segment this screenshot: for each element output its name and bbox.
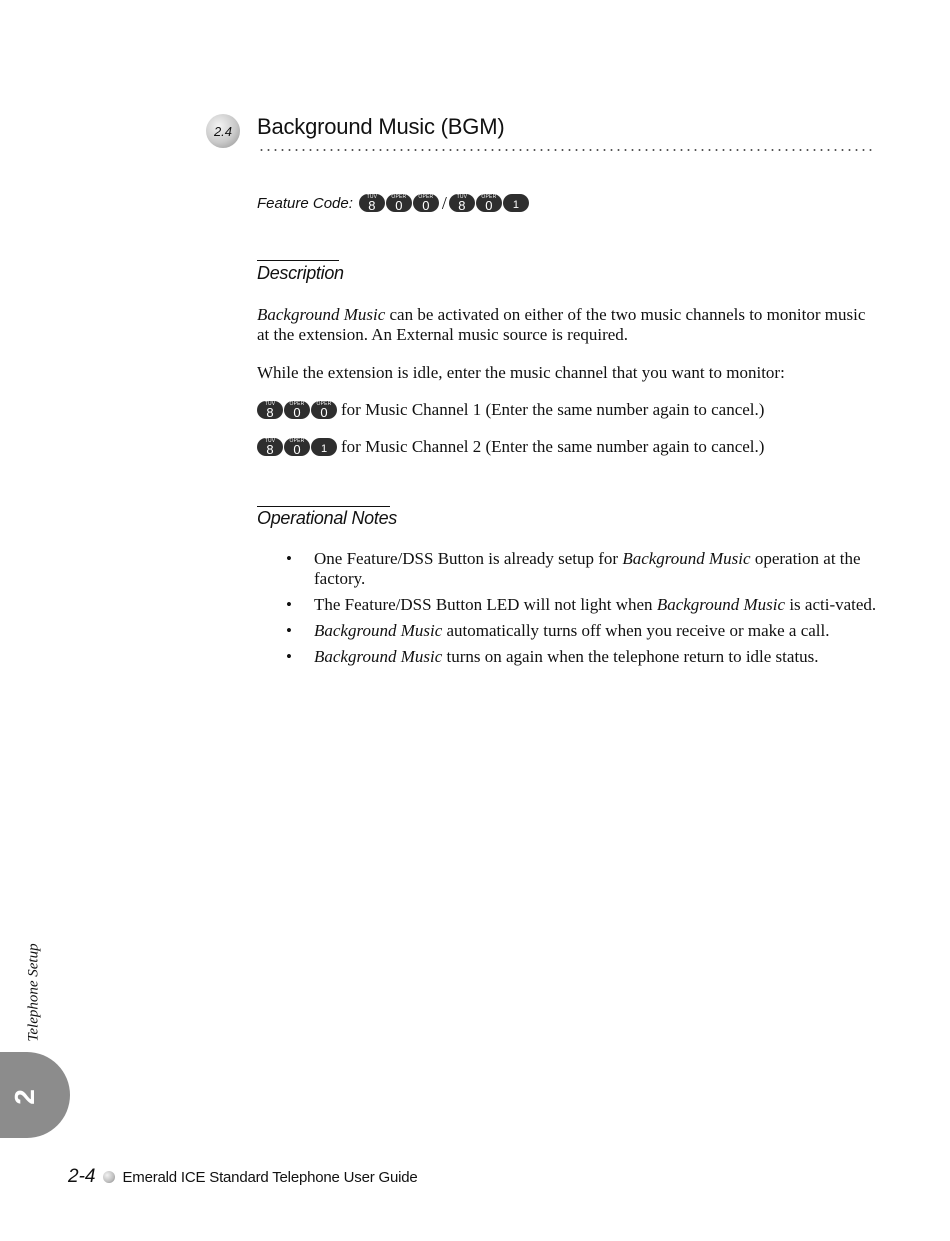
description-paragraph-1-text: can be activated on either of the two music channels to monitor music at the extension. An External music source is required. [257, 305, 866, 344]
key-8-icon: TUV 8 [449, 194, 475, 212]
music-channel-2-text: for Music Channel 2 (Enter the same number again to cancel.) [341, 437, 765, 456]
section-number: 2.4 [213, 123, 233, 139]
music-channel-1-line [257, 400, 764, 420]
description-paragraph-2: While the extension is idle, enter the music channel that you want to monitor: [257, 363, 785, 382]
feature-code-keys-group-1 [359, 194, 440, 212]
key-0-icon: OPER 0 [311, 401, 337, 419]
bullet-icon: • [286, 595, 292, 614]
footer-ball-icon [103, 1171, 115, 1183]
key-1-icon: 1 [311, 438, 337, 456]
page-footer [68, 1165, 418, 1189]
music-channel-1-text: for Music Channel 1 (Enter the same number again to cancel.) [341, 400, 765, 419]
operational-notes-heading-rule [257, 506, 390, 507]
key-8-icon: TUV 8 [257, 401, 283, 419]
dotted-divider [258, 149, 872, 151]
list-item: • The Feature/DSS Button LED will not light when Background Music is acti-vated. [284, 595, 878, 615]
chapter-side-label: Telephone Setup [25, 942, 42, 1042]
key-8-icon: TUV 8 [257, 438, 283, 456]
bullet-icon: • [286, 647, 292, 666]
description-paragraph-1 [257, 305, 877, 345]
key-0-icon: OPER 0 [386, 194, 412, 212]
channel-2-keys [257, 438, 338, 456]
list-item: • One Feature/DSS Button is already setup for Background Music operation at the factory. [284, 549, 878, 589]
key-0-icon: OPER 0 [284, 438, 310, 456]
key-1-icon: 1 [503, 194, 529, 212]
feature-code-separator: / [441, 192, 447, 213]
channel-1-keys [257, 401, 338, 419]
list-item: • Background Music turns on again when the telephone return to idle status. [284, 647, 878, 667]
description-heading-rule [257, 260, 339, 261]
chapter-number: 2 [8, 1089, 40, 1105]
feature-code-keys-group-2 [449, 194, 530, 212]
page-number: 2-4 [68, 1166, 96, 1187]
bullet-icon: • [286, 549, 292, 568]
term-background-music: Background Music [257, 305, 386, 324]
guide-title: Emerald ICE Standard Telephone User Guide [122, 1168, 418, 1186]
key-0-icon: OPER 0 [476, 194, 502, 212]
key-8-icon: TUV 8 [359, 194, 385, 212]
list-item: • Background Music automatically turns off when you receive or make a call. [284, 621, 878, 641]
bullet-icon: • [286, 621, 292, 640]
operational-notes-heading: Operational Notes [257, 508, 397, 528]
feature-code-row [257, 192, 530, 214]
key-0-icon: OPER 0 [284, 401, 310, 419]
feature-code-label: Feature Code: [257, 194, 353, 212]
description-heading: Description [257, 263, 344, 283]
music-channel-2-line [257, 437, 764, 457]
key-0-icon: OPER 0 [413, 194, 439, 212]
page-title: Background Music (BGM) [257, 114, 505, 139]
operational-notes-list [284, 549, 878, 673]
section-number-badge [206, 114, 240, 148]
